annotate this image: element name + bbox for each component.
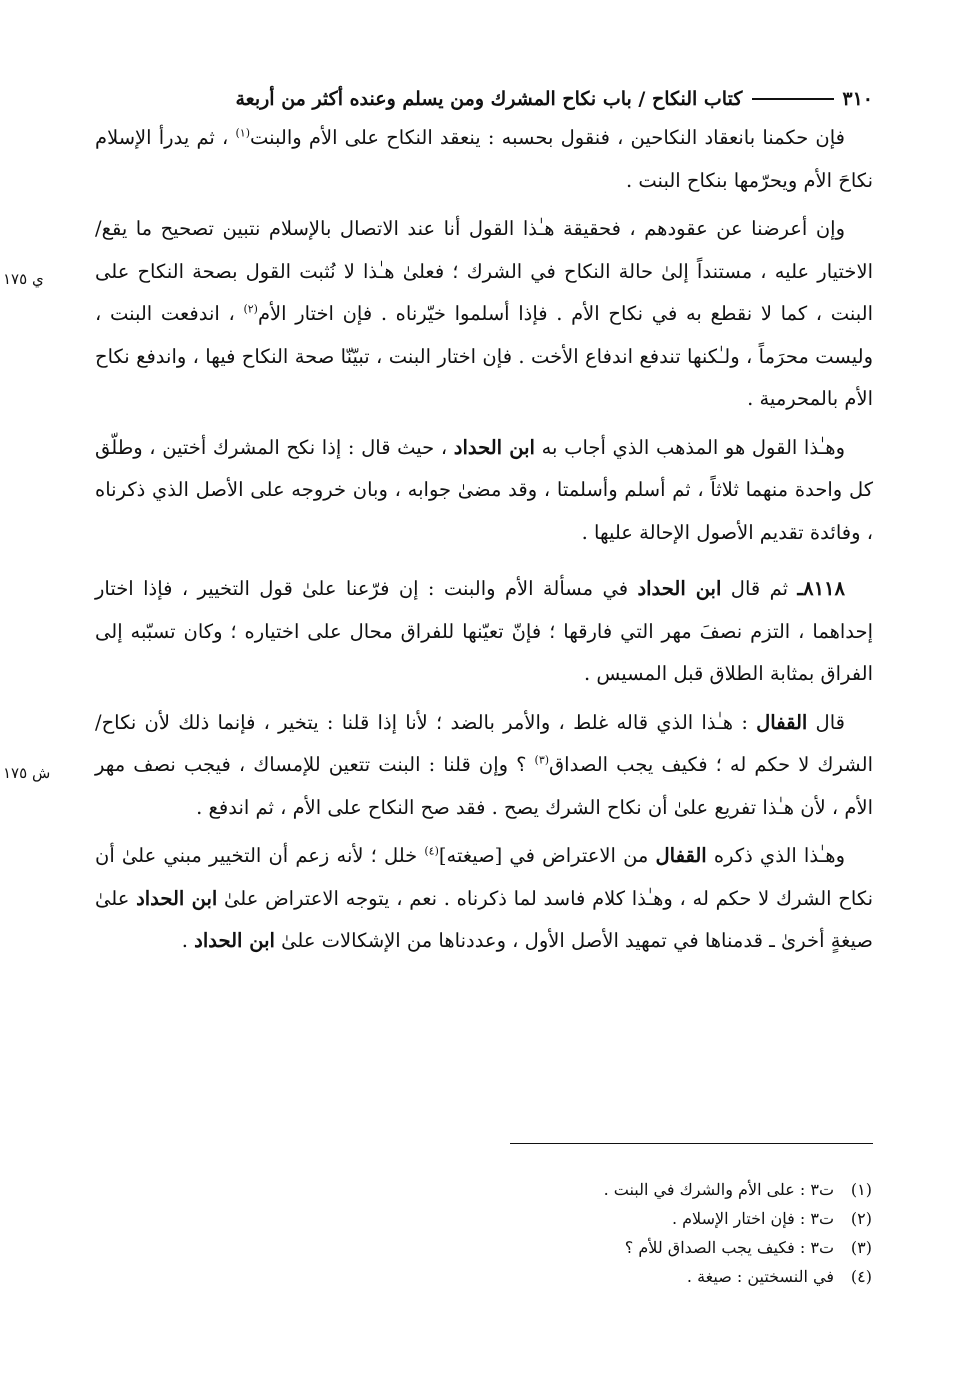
footnote-item bbox=[604, 1233, 872, 1262]
paragraph-text: وإن أعرضنا عن عقودهم ، فحقيقة هـٰذا القول أنا عند الاتصال بالإسلام نتبين تصحيح ما يقع/ الاختيار عليه ، مستنداً إلىٰ حالة النكاح في الشرك ؛ فعلىٰ هـٰذا لا نُثبت القول بصحة النكاح على البنت ، كما لا نقطع به في نكاح الأم . فإذا أسلموا خيّرناه . فإن اختار الأم bbox=[95, 217, 873, 325]
footnote-item bbox=[604, 1175, 872, 1204]
scholar-name: ابن الحداد bbox=[453, 435, 535, 459]
paragraph-text: ، اندفعت البنت ، وليست محرَماً ، ولـٰكنها تندفع اندفاع الأخت . فإن اختار البنت ، تبيّنّا صحة النكاح فيها ، واندفع نكاح الأم بالمحرمية . bbox=[95, 302, 873, 410]
issue-number: ٨١١٨ـ bbox=[797, 577, 845, 600]
paragraph-text: فإن حكمنا بانعقاد النكاحين ، فنقول بحسبه : ينعقد النكاح على الأم والبنت bbox=[250, 126, 846, 149]
paragraph-1 bbox=[95, 117, 873, 202]
footnote-number: (٣) bbox=[850, 1238, 872, 1257]
paragraph-6 bbox=[95, 835, 873, 963]
paragraph-text: ، حيث قال : إذا نكح المشرك أختين ، وطلّق كل واحدة منهما ثلاثاً ، ثم أسلم وأسلمتا ، وقد مضىٰ جوابه ، وبان خروجه على الأصل الذي ذكرناه ، وفائدة تقديم الأصول الإحالة عليها . bbox=[95, 435, 873, 544]
paragraph-text: : هـٰذا الذي قاله غلط ، والأمر بالضد ؛ لأنا إذا قلنا : يتخير ، فإنما ذلك لأن نكاح/ الشرك لا حكم له ؛ فكيف يجب الصداق bbox=[95, 710, 873, 776]
footnotes bbox=[604, 1175, 872, 1291]
footnote-separator bbox=[510, 1143, 873, 1144]
paragraph-text: ؟ وإن قلنا : البنت تتعين للإمساك ، فيجب نصف مهر الأم ، لأن هـٰذا تفريع علىٰ أن نكاح الشرك يصح . فقد صح النكاح على الأم ، ثم اندفع . bbox=[95, 753, 873, 819]
paragraph-text: ثم قال bbox=[721, 577, 798, 600]
page-body bbox=[3, 82, 874, 963]
footnote-ref-2: (٢) bbox=[243, 302, 258, 316]
scholar-name: ابن الحداد bbox=[194, 929, 275, 952]
footnote-number: (٤) bbox=[850, 1267, 872, 1286]
paragraph-3 bbox=[95, 427, 873, 555]
paragraph-text: في مسألة الأم والبنت : إن فرّعنا علىٰ قول التخيير ، فإذا اختار إحداهما ، التزم نصفَ مهر التي فارقها ؛ فإنّ تعيّنها للفراق محال على اختياره ؛ وكان تسبّبه إلى الفراق بمثابة الطلاق قبل المسيس . bbox=[95, 577, 873, 685]
footnote-ref-3: (٣) bbox=[534, 753, 550, 767]
footnote-ref-1: (١) bbox=[235, 126, 251, 140]
footnote-text: في النسختين : صيغة . bbox=[686, 1267, 834, 1286]
scholar-name: القفال bbox=[756, 710, 808, 734]
paragraph-text: وهـٰذا القول هو المذهب الذي أجاب به bbox=[534, 435, 846, 459]
header-title: كتاب النكاح / باب نكاح المشرك ومن يسلم وعنده أكثر من أربعة bbox=[235, 88, 743, 110]
header-rule bbox=[752, 98, 834, 100]
margin-marker-shin: ش ١٧٥ bbox=[3, 763, 51, 782]
paragraph-text: وهـٰذا الذي ذكره bbox=[706, 844, 845, 867]
footnote-number: (١) bbox=[850, 1180, 872, 1199]
paragraph-4 bbox=[95, 568, 873, 696]
paragraph-2 bbox=[3, 208, 873, 421]
margin-marker-ya: ي ١٧٥ bbox=[3, 270, 44, 288]
footnote-number: (٢) bbox=[850, 1209, 872, 1228]
paragraph-text: من الاعتراض في [صيغته] bbox=[438, 844, 656, 867]
footnote-item bbox=[604, 1262, 872, 1291]
paragraph-text: خلل ؛ لأنه زعم أن التخيير مبني علىٰ أن نكاح الشرك لا حكم له ، وهـٰذا كلام فاسد لما ذكرناه . نعم ، يتوجه الاعتراض علىٰ bbox=[95, 844, 874, 910]
paragraph-text: علىٰ صيغةٍ أخرىٰ ـ قدمناها في تمهيد الأصل الأول ، وعددناها من الإشكالات علىٰ bbox=[95, 886, 873, 952]
running-header bbox=[95, 82, 873, 116]
scholar-name: ابن الحداد bbox=[637, 577, 722, 600]
footnote-ref-4: (٤) bbox=[424, 844, 439, 858]
scholar-name: القفال bbox=[655, 844, 707, 867]
page-number: ٣١٠ bbox=[842, 88, 873, 110]
footnote-text: ت٣ : فكيف يجب الصداق للأم ؟ bbox=[624, 1238, 834, 1257]
paragraph-5 bbox=[3, 702, 873, 830]
footnote-text: ت٣ : فإن اختار الإسلام . bbox=[671, 1209, 834, 1228]
paragraph-text: . bbox=[181, 929, 195, 952]
footnote-text: ت٣ : على الأم والشرك في البنت . bbox=[603, 1180, 834, 1199]
paragraph-text: ، ثم يدرأ الإسلام نكاحَ الأم ويحرّمها بنكاح البنت . bbox=[95, 126, 873, 192]
scholar-name: ابن الحداد bbox=[136, 886, 218, 910]
paragraph-text: قال bbox=[807, 710, 845, 734]
footnote-item bbox=[604, 1204, 872, 1233]
